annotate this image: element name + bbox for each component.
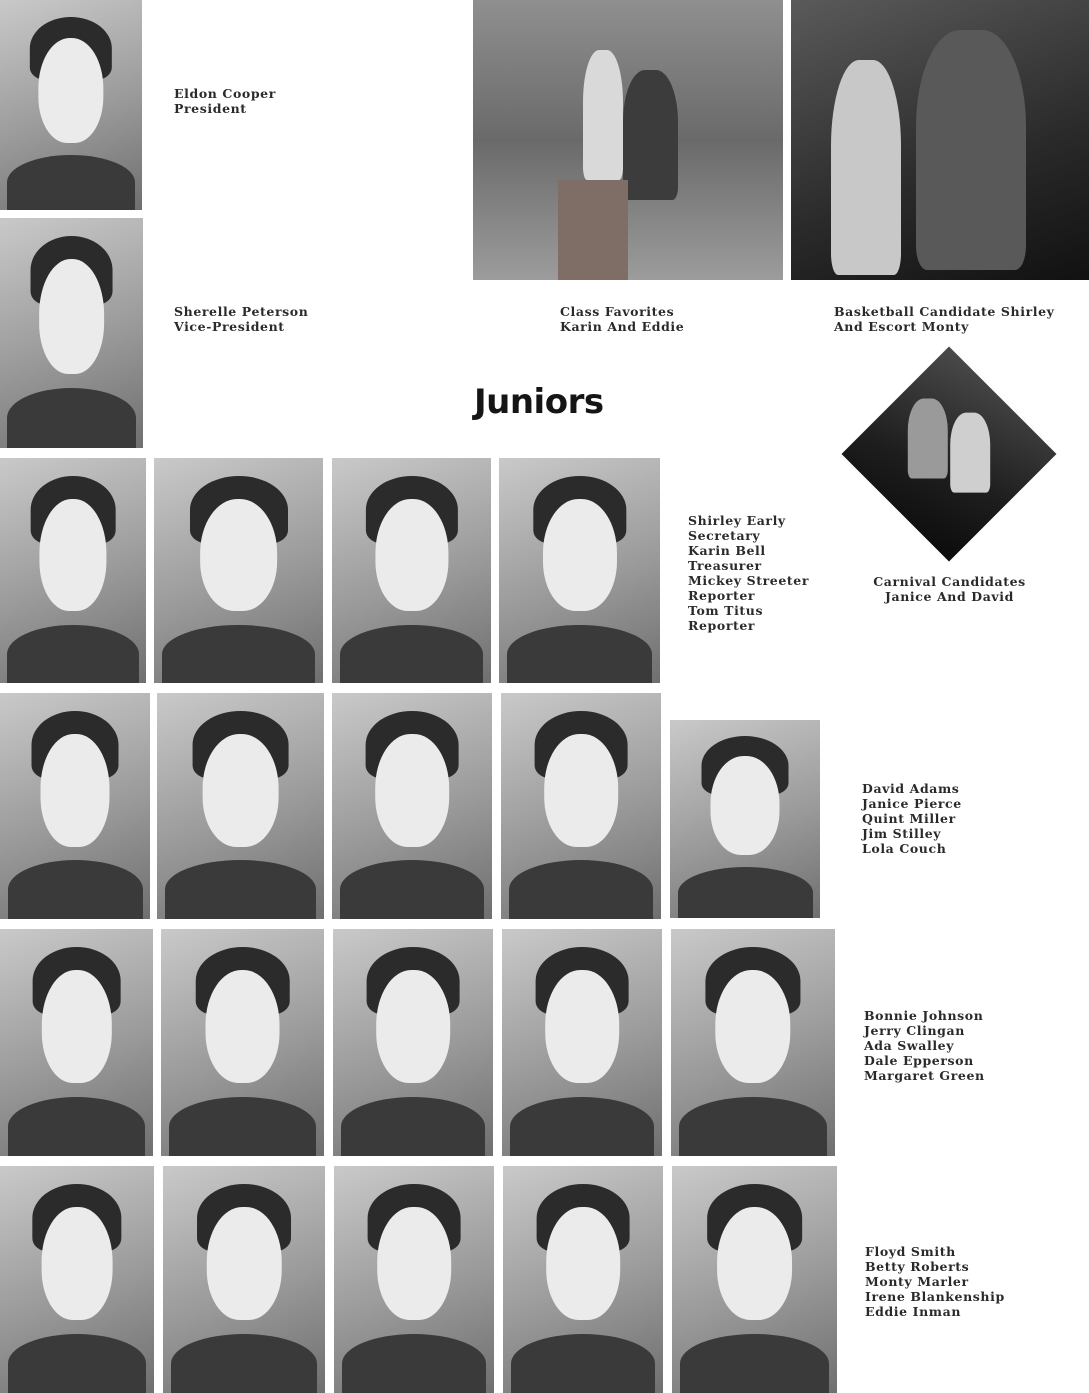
name-line: Ada Swalley (864, 1038, 955, 1053)
caption-class-favorites (560, 304, 684, 334)
name-line: Margaret Green (864, 1068, 985, 1083)
caption-line: Class Favorites (560, 304, 675, 319)
caption-line: And Escort Monty (834, 319, 970, 334)
name-line: David Adams (862, 781, 960, 796)
officer-role: President (174, 101, 247, 116)
portrait (0, 693, 150, 919)
name-line: Betty Roberts (865, 1259, 970, 1274)
caption-line: Carnival Candidates (873, 574, 1026, 589)
portrait (672, 1166, 837, 1393)
name-line: Reporter (688, 618, 756, 633)
name-line: Shirley Early (688, 513, 786, 528)
name-line: Irene Blankenship (865, 1289, 1005, 1304)
name-line: Janice Pierce (862, 796, 962, 811)
caption-basketball-candidate (834, 304, 1055, 334)
section-title: Juniors (474, 382, 604, 422)
portrait (0, 1166, 154, 1393)
name-line: Floyd Smith (865, 1244, 956, 1259)
portrait (671, 929, 835, 1156)
portrait (332, 693, 492, 919)
name-line: Treasurer (688, 558, 762, 573)
name-line: Eddie Inman (865, 1304, 962, 1319)
portrait (502, 929, 662, 1156)
name-line: Bonnie Johnson (864, 1008, 984, 1023)
portrait-eldon-cooper (0, 0, 142, 210)
portrait (161, 929, 324, 1156)
name-line: Monty Marler (865, 1274, 969, 1289)
portrait (501, 693, 661, 919)
portrait (503, 1166, 663, 1393)
photo-basketball-candidate (791, 0, 1089, 280)
portrait (0, 458, 146, 683)
name-line: Secretary (688, 528, 761, 543)
name-line: Mickey Streeter (688, 573, 810, 588)
portrait (0, 929, 153, 1156)
caption-line: Basketball Candidate Shirley (834, 304, 1055, 319)
name-line: Jim Stilley (862, 826, 942, 841)
portrait (163, 1166, 325, 1393)
name-line: Jerry Clingan (864, 1023, 965, 1038)
caption-line: Karin And Eddie (560, 319, 685, 334)
name-line: Karin Bell (688, 543, 766, 558)
caption-line: Janice And David (885, 589, 1014, 604)
portrait (332, 458, 491, 683)
portrait (499, 458, 660, 683)
name-line: Quint Miller (862, 811, 956, 826)
name-line: Reporter (688, 588, 756, 603)
name-list-row-3 (864, 1008, 985, 1083)
portrait (670, 720, 820, 918)
name-line: Dale Epperson (864, 1053, 974, 1068)
caption-carnival-candidates (862, 574, 1037, 604)
name-line: Lola Couch (862, 841, 947, 856)
portrait-sherelle-peterson (0, 218, 143, 448)
photo-class-favorites (473, 0, 783, 280)
name-list-row-1 (688, 513, 809, 633)
officer-name: Sherelle Peterson (174, 304, 309, 319)
officer-caption-president (174, 86, 276, 116)
portrait (157, 693, 324, 919)
portrait (334, 1166, 494, 1393)
portrait (333, 929, 493, 1156)
portrait (154, 458, 323, 683)
name-line: Tom Titus (688, 603, 764, 618)
name-list-row-4 (865, 1244, 1005, 1319)
officer-name: Eldon Cooper (174, 86, 276, 101)
officer-caption-vice-president (174, 304, 308, 334)
photo-carnival-candidates (842, 347, 1056, 561)
officer-role: Vice-President (174, 319, 285, 334)
name-list-row-2 (862, 781, 962, 856)
